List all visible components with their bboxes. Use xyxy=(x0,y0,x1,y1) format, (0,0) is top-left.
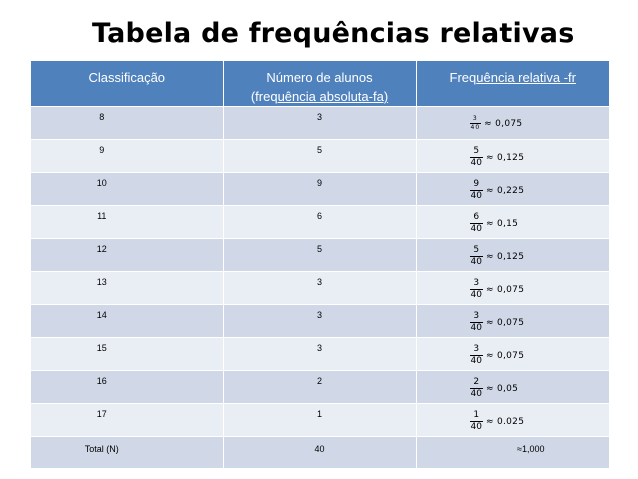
table-row xyxy=(31,239,609,272)
cell-numero-alunos xyxy=(223,305,416,338)
total-alunos-cell xyxy=(223,437,416,468)
page-title: Tabela de frequências relativas xyxy=(92,18,575,49)
fraction xyxy=(470,377,483,400)
relative-frequency xyxy=(470,344,525,367)
table-row xyxy=(31,107,609,140)
cell-numero-alunos-value: 1 xyxy=(316,409,322,419)
fraction xyxy=(470,146,483,169)
cell-frequencia-relativa xyxy=(416,173,609,206)
approx-value: ≈ 0,075 xyxy=(484,118,523,129)
fraction-denominator: 40 xyxy=(470,389,482,399)
table-body xyxy=(31,107,609,468)
cell-classificacao xyxy=(31,272,223,305)
table-row xyxy=(31,140,609,173)
cell-classificacao-value: 8 xyxy=(99,112,105,122)
cell-frequencia-relativa xyxy=(416,107,609,140)
fraction-numerator: 1 xyxy=(473,410,480,420)
table-row xyxy=(31,206,609,239)
approx-value: ≈ 0,075 xyxy=(485,284,525,295)
fraction-denominator: 40 xyxy=(470,224,482,234)
fraction-denominator: 40 xyxy=(470,290,482,300)
fraction xyxy=(470,212,483,235)
cell-classificacao-value: 10 xyxy=(96,178,107,188)
fraction-numerator: 3 xyxy=(472,115,478,122)
relative-frequency xyxy=(470,212,519,235)
fraction-numerator: 3 xyxy=(473,311,480,321)
approx-value: ≈ 0,075 xyxy=(485,350,525,361)
approx-value: ≈ 0,05 xyxy=(485,383,519,394)
cell-numero-alunos-value: 5 xyxy=(316,145,322,155)
approx-value: ≈ 0,125 xyxy=(485,251,525,262)
cell-classificacao-value: 15 xyxy=(96,343,107,353)
cell-numero-alunos-value: 9 xyxy=(316,178,322,188)
table-row xyxy=(31,305,609,338)
cell-classificacao-value: 16 xyxy=(96,376,107,386)
header-relativa-pre: Freq xyxy=(449,70,477,85)
fraction xyxy=(470,115,482,132)
fraction-denominator: 40 xyxy=(470,124,481,131)
approx-value: ≈ 0,125 xyxy=(485,152,525,163)
cell-numero-alunos xyxy=(223,404,416,437)
approx-value: ≈ 0,15 xyxy=(485,218,519,229)
cell-classificacao-value: 11 xyxy=(97,211,107,221)
cell-numero-alunos-value: 6 xyxy=(316,211,322,221)
approx-value: ≈ 0,075 xyxy=(485,317,525,328)
cell-classificacao xyxy=(31,305,223,338)
cell-frequencia-relativa xyxy=(416,305,609,338)
fraction xyxy=(470,311,483,334)
cell-numero-alunos-value: 3 xyxy=(316,277,322,287)
fraction-denominator: 40 xyxy=(470,158,482,168)
cell-frequencia-relativa xyxy=(416,206,609,239)
cell-numero-alunos xyxy=(223,173,416,206)
cell-classificacao xyxy=(31,239,223,272)
fraction xyxy=(470,410,483,433)
total-label: Total (N) xyxy=(84,444,119,454)
cell-numero-alunos xyxy=(223,107,416,140)
total-row xyxy=(31,437,609,468)
cell-classificacao xyxy=(31,107,223,140)
table-header xyxy=(31,61,609,107)
cell-frequencia-relativa xyxy=(416,239,609,272)
relative-frequency xyxy=(470,278,525,301)
fraction-numerator: 6 xyxy=(473,212,480,222)
cell-classificacao-value: 9 xyxy=(99,145,105,155)
fraction-denominator: 40 xyxy=(470,323,482,333)
cell-classificacao xyxy=(31,404,223,437)
cell-frequencia-relativa xyxy=(416,338,609,371)
fraction-denominator: 40 xyxy=(470,356,482,366)
cell-numero-alunos xyxy=(223,272,416,305)
header-row xyxy=(31,61,609,107)
fraction-numerator: 2 xyxy=(473,377,480,387)
relative-frequency xyxy=(470,410,525,433)
cell-frequencia-relativa xyxy=(416,140,609,173)
total-label-cell xyxy=(31,437,223,468)
cell-classificacao xyxy=(31,338,223,371)
cell-classificacao xyxy=(31,206,223,239)
header-frequencia-relativa xyxy=(416,61,609,107)
cell-numero-alunos xyxy=(223,371,416,404)
fraction xyxy=(470,179,483,202)
relative-frequency xyxy=(470,377,519,400)
table-row xyxy=(31,173,609,206)
header-numero-line2-pre: (freq xyxy=(250,89,278,104)
relative-frequency xyxy=(470,146,525,169)
table-row xyxy=(31,404,609,437)
relative-frequency xyxy=(470,311,525,334)
table-row xyxy=(31,272,609,305)
cell-numero-alunos-value: 3 xyxy=(316,310,322,320)
table-row xyxy=(31,338,609,371)
fraction xyxy=(470,344,483,367)
fraction-denominator: 40 xyxy=(470,422,482,432)
cell-numero-alunos-value: 5 xyxy=(316,244,322,254)
header-numero-line2-underlined: uência absoluta-fa) xyxy=(277,89,389,104)
fraction xyxy=(470,278,483,301)
fraction xyxy=(470,245,483,268)
frequency-table xyxy=(31,61,609,468)
approx-value: ≈ 0.025 xyxy=(485,416,525,427)
fraction-numerator: 5 xyxy=(473,146,480,156)
cell-numero-alunos-value: 3 xyxy=(316,112,322,122)
cell-numero-alunos-value: 3 xyxy=(316,343,322,353)
header-numero-line2 xyxy=(251,89,388,104)
fraction-numerator: 5 xyxy=(473,245,480,255)
cell-frequencia-relativa xyxy=(416,404,609,437)
cell-numero-alunos xyxy=(223,206,416,239)
cell-frequencia-relativa xyxy=(416,272,609,305)
total-relativa: ≈1,000 xyxy=(517,444,545,454)
header-relativa-underlined: uência relativa -fr xyxy=(476,70,576,85)
cell-classificacao xyxy=(31,140,223,173)
header-numero-line1: Número de alunos xyxy=(266,70,373,85)
header-classificacao-label: Classificação xyxy=(88,70,166,85)
fraction-denominator: 40 xyxy=(470,191,482,201)
fraction-numerator: 9 xyxy=(473,179,480,189)
cell-numero-alunos xyxy=(223,239,416,272)
header-numero-alunos xyxy=(223,61,416,107)
cell-numero-alunos xyxy=(223,140,416,173)
fraction-numerator: 3 xyxy=(473,344,480,354)
cell-numero-alunos-value: 2 xyxy=(316,376,322,386)
relative-frequency xyxy=(470,115,523,132)
cell-classificacao xyxy=(31,371,223,404)
total-alunos: 40 xyxy=(314,444,325,454)
header-classificacao xyxy=(31,61,223,107)
cell-classificacao xyxy=(31,173,223,206)
relative-frequency xyxy=(470,245,525,268)
cell-frequencia-relativa xyxy=(416,371,609,404)
fraction-numerator: 3 xyxy=(473,278,480,288)
cell-classificacao-value: 17 xyxy=(96,409,107,419)
cell-classificacao-value: 14 xyxy=(96,310,107,320)
table-row xyxy=(31,371,609,404)
fraction-denominator: 40 xyxy=(470,257,482,267)
cell-classificacao-value: 12 xyxy=(96,244,107,254)
cell-numero-alunos xyxy=(223,338,416,371)
total-relativa-cell xyxy=(416,437,609,468)
approx-value: ≈ 0,225 xyxy=(485,185,525,196)
cell-classificacao-value: 13 xyxy=(96,277,107,287)
relative-frequency xyxy=(470,179,525,202)
